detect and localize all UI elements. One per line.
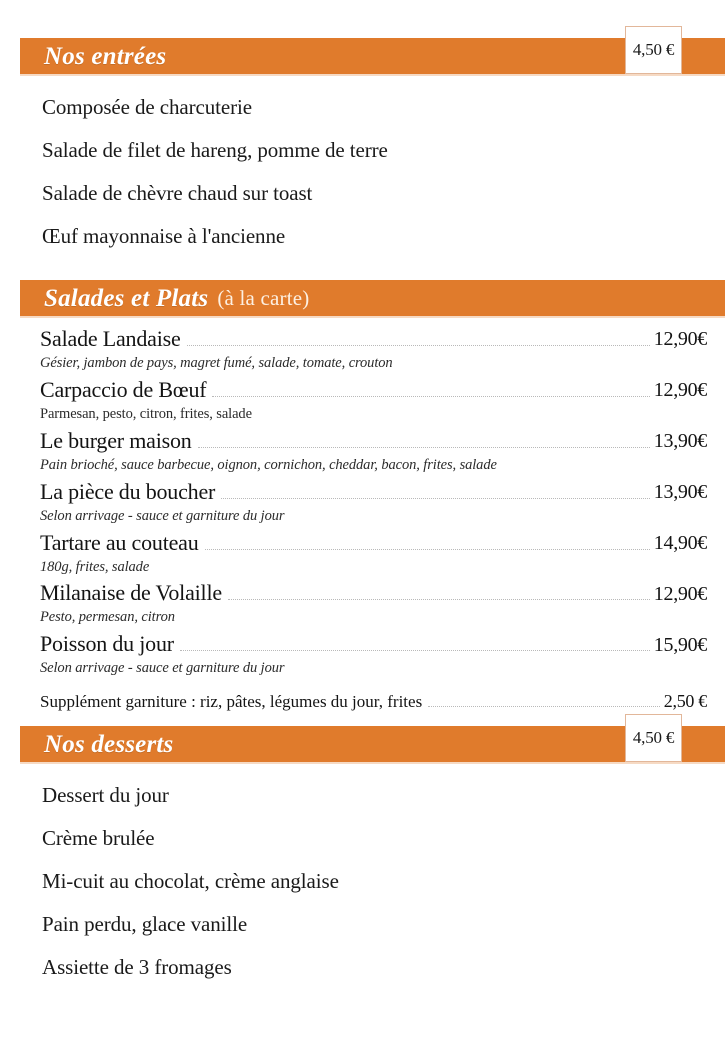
dish-item: [40, 377, 707, 423]
dish-price: 15,90€: [653, 633, 707, 656]
section-header-entrees: [20, 38, 725, 74]
dish-row: [40, 377, 707, 403]
list-item: Salade de chèvre chaud sur toast: [42, 181, 313, 205]
dish-row: [40, 326, 707, 352]
leader-dots: [205, 549, 650, 550]
price-badge-desserts: 4,50 €: [625, 714, 682, 762]
desserts-list: [0, 762, 725, 989]
dish-item: [40, 580, 707, 626]
dish-name: Salade Landaise: [40, 326, 181, 351]
leader-dots: [212, 396, 649, 397]
leader-dots: [428, 706, 660, 707]
section-desserts: [0, 726, 725, 989]
dish-item: [40, 530, 707, 576]
leader-dots: [221, 498, 650, 499]
section-title-salades-et-plats: Salades et Plats: [44, 284, 209, 312]
section-entrees: [0, 38, 725, 258]
list-item: Pain perdu, glace vanille: [42, 912, 248, 937]
list-item: Dessert du jour: [42, 783, 169, 808]
leader-dots: [187, 345, 650, 346]
leader-dots: [228, 599, 650, 600]
section-salades-et-plats: [0, 280, 725, 712]
dish-row: [40, 530, 707, 556]
section-header-salades-et-plats: [20, 280, 725, 316]
dish-description: Parmesan, pesto, citron, frites, salade: [40, 405, 252, 422]
menu-page: [0, 38, 725, 1062]
list-item: Mi-cuit au chocolat, crème anglaise: [42, 869, 339, 894]
list-item: Assiette de 3 fromages: [42, 955, 232, 980]
dish-price: 12,90€: [653, 379, 707, 402]
dish-row: [40, 479, 707, 505]
dish-row: [40, 631, 707, 657]
dish-description: 180g, frites, salade: [40, 558, 150, 575]
dish-description: Pesto, permesan, citron: [40, 609, 175, 626]
leader-dots: [180, 650, 650, 651]
dish-name: La pièce du boucher: [40, 478, 216, 504]
section-header-desserts: [20, 726, 725, 762]
dish-item: [40, 631, 707, 677]
leader-dots: [198, 447, 650, 448]
dish-row: [40, 428, 707, 454]
section-subtitle-salades-et-plats: (à la carte): [217, 285, 310, 310]
price-badge-entrees: 4,50 €: [625, 26, 682, 74]
supplement-name: Supplément garniture : riz, pâtes, légumes du jour, frites: [40, 692, 423, 712]
supplement-row: [40, 691, 707, 712]
dish-description: Selon arrivage - sauce et garniture du jour: [40, 660, 285, 677]
dish-row: [40, 580, 707, 606]
dish-row: [40, 691, 707, 712]
section-title-desserts: Nos desserts: [44, 730, 174, 758]
dish-price: 12,90€: [653, 582, 707, 605]
dish-name: Carpaccio de Bœuf: [40, 376, 207, 402]
list-item: Composée de charcuterie: [42, 95, 252, 119]
section-title-entrees: Nos entrées: [44, 42, 167, 70]
plats-list: [0, 316, 725, 712]
dish-item: [40, 428, 707, 474]
dish-item: [40, 326, 707, 372]
dish-price: 13,90€: [653, 430, 707, 453]
dish-description: Gésier, jambon de pays, magret fumé, salade, tomate, crouton: [40, 354, 393, 371]
dish-price: 13,90€: [653, 481, 707, 504]
dish-name: Tartare au couteau: [40, 529, 199, 555]
dish-name: Le burger maison: [40, 427, 192, 453]
supplement-price: 2,50 €: [663, 691, 707, 712]
dish-item: [40, 479, 707, 525]
dish-description: Pain brioché, sauce barbecue, oignon, cornichon, cheddar, bacon, frites, salade: [40, 456, 497, 473]
list-item: Œuf mayonnaise à l'ancienne: [42, 224, 286, 248]
dish-price: 14,90€: [653, 531, 707, 554]
dish-name: Poisson du jour: [40, 631, 174, 657]
list-item: Salade de filet de hareng, pomme de terre: [42, 138, 388, 162]
entrees-list: [0, 74, 725, 258]
dish-name: Milanaise de Volaille: [40, 580, 222, 606]
dish-description: Selon arrivage - sauce et garniture du jour: [40, 507, 285, 524]
dish-price: 12,90€: [653, 328, 707, 351]
list-item: Crème brulée: [42, 826, 155, 851]
